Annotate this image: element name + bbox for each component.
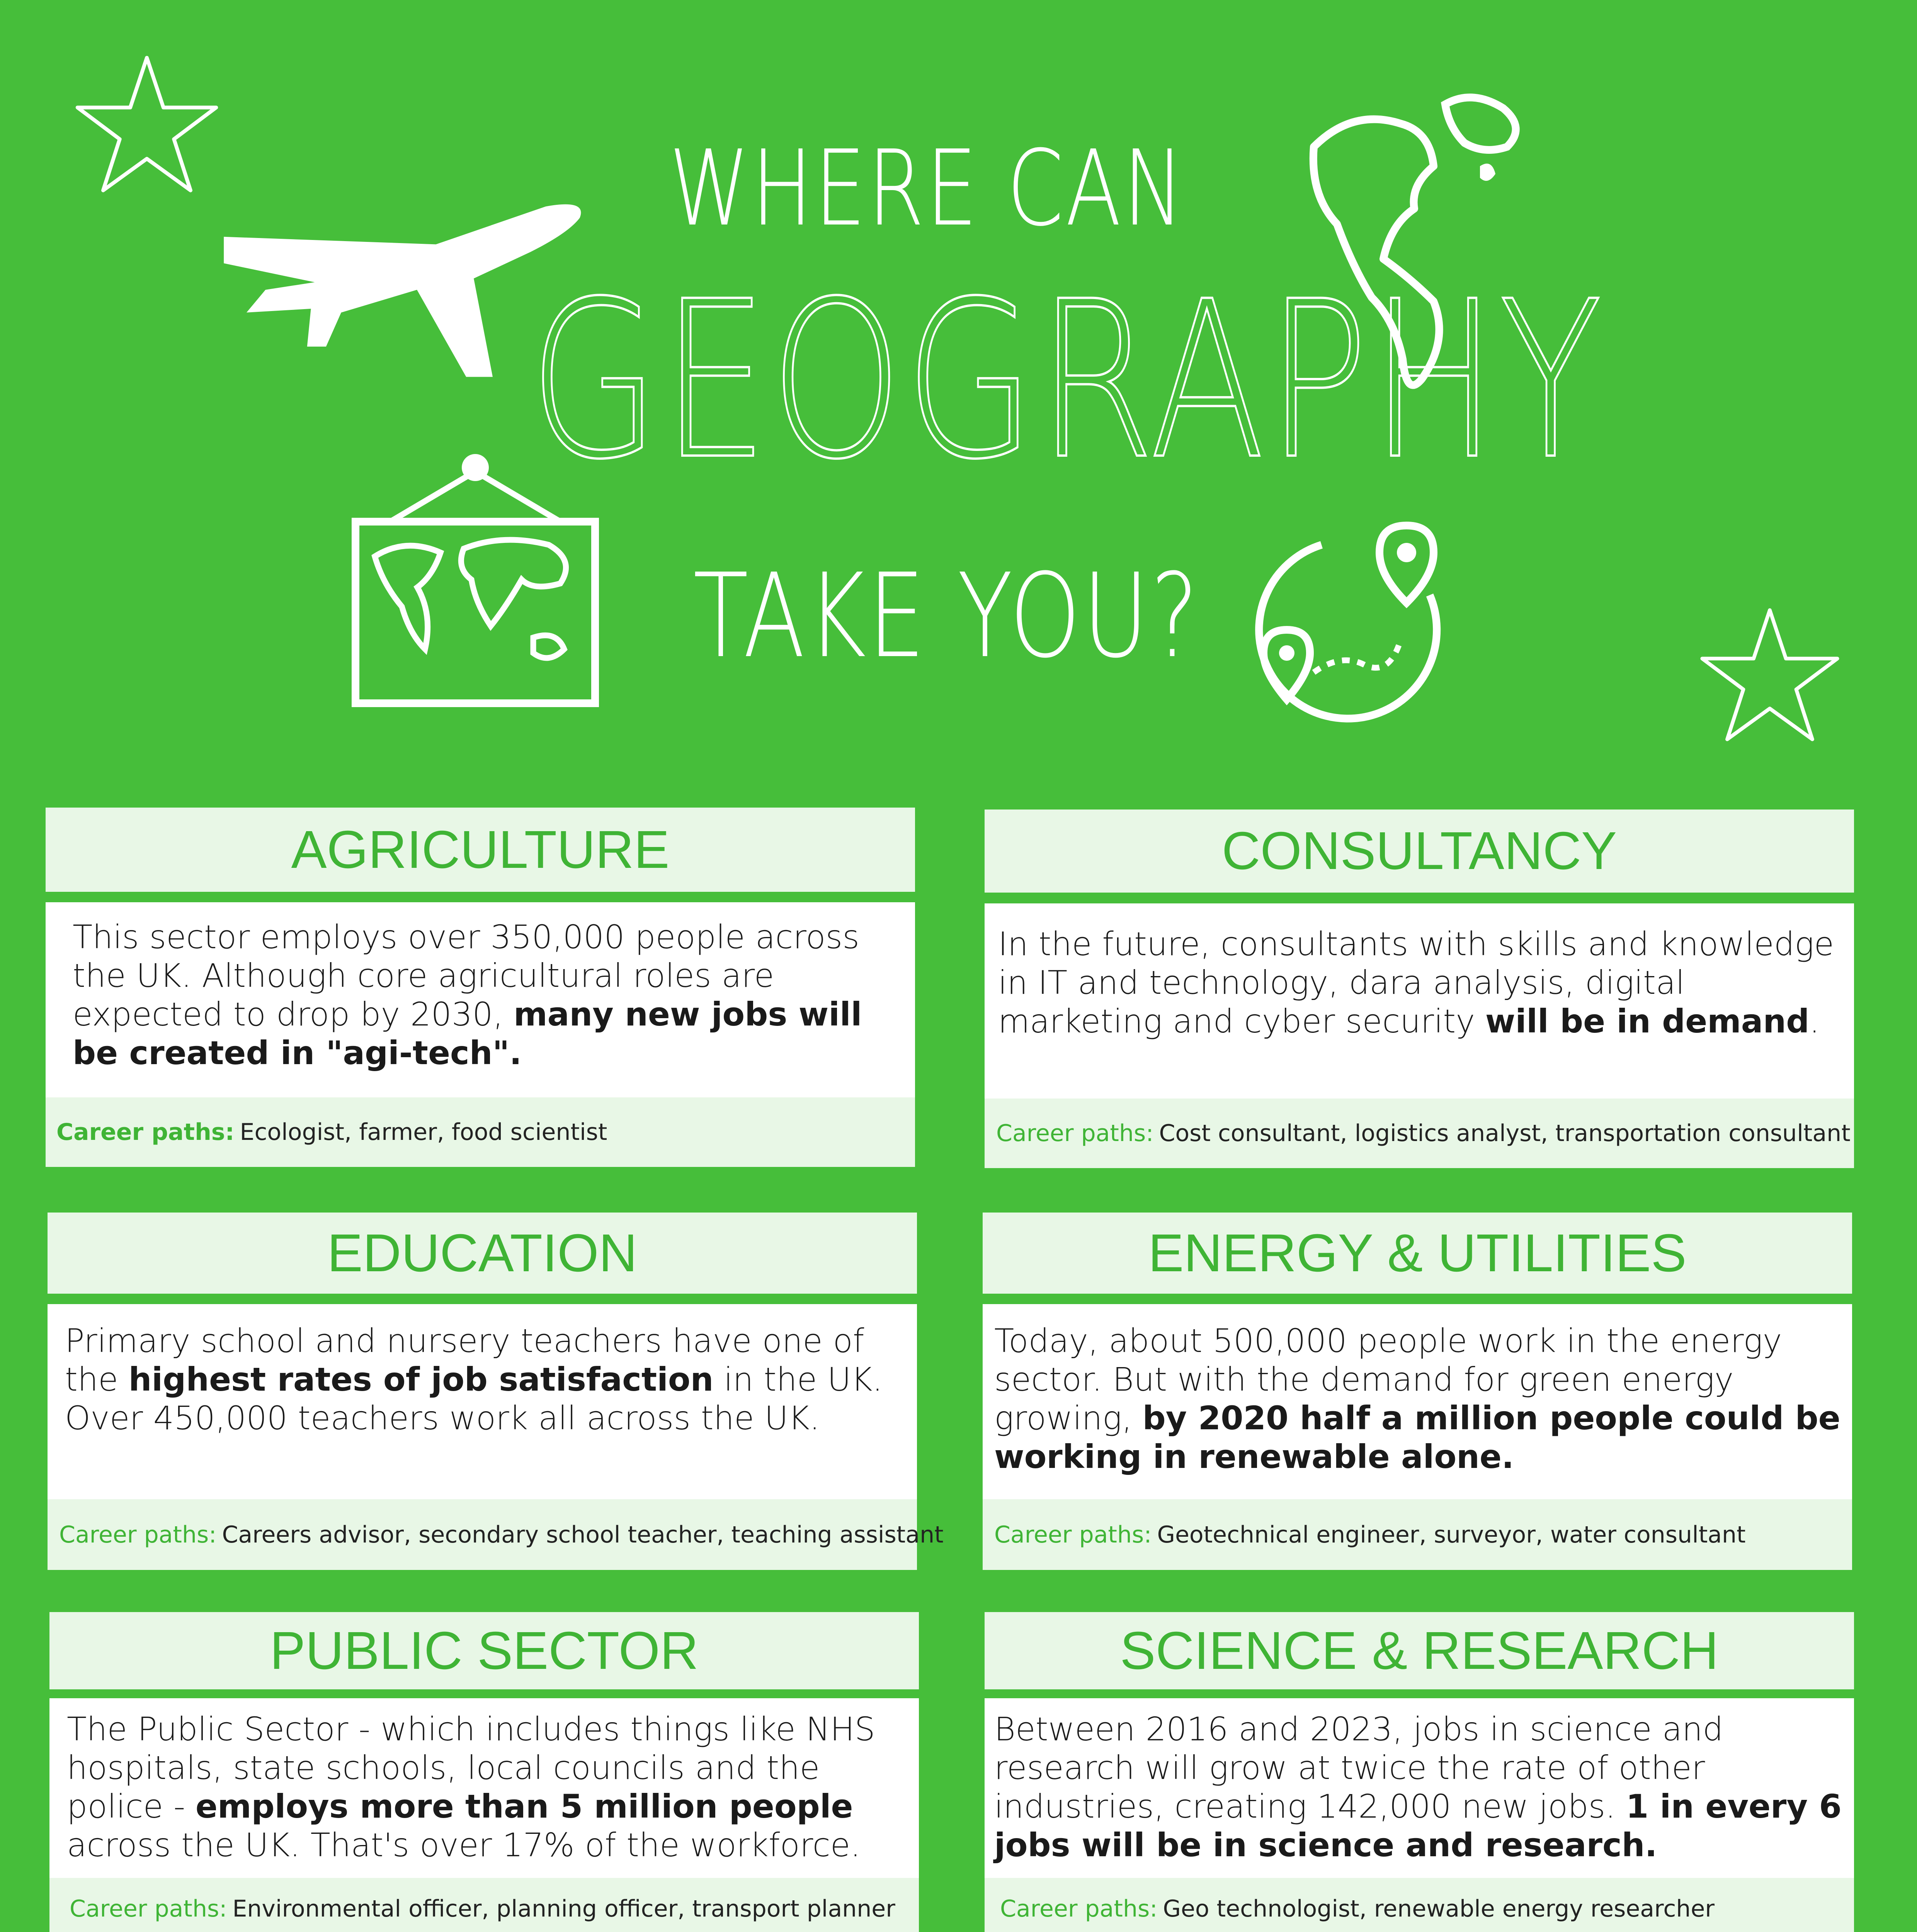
map-frame-icon xyxy=(348,448,603,711)
career-paths-energy xyxy=(983,1499,1852,1570)
career-paths-value: Careers advisor, secondary school teacher, teaching assistant xyxy=(222,1521,944,1548)
globe-pin-icon xyxy=(1244,518,1461,726)
public-text-bold: employs more than 5 million people xyxy=(195,1787,853,1825)
section-body-education xyxy=(48,1304,917,1499)
career-paths-label: Career paths: xyxy=(996,1120,1154,1147)
education-text: Primary school and nursery teachers have one of the xyxy=(65,1322,864,1398)
career-paths-label: Career paths: xyxy=(1000,1895,1158,1922)
agriculture-text: This sector employs over 350,000 people across the UK. Although core agricultural roles are expected to drop by 2030, xyxy=(73,918,860,1033)
section-body-energy xyxy=(983,1304,1852,1499)
section-heading-consultancy: CONSULTANCY xyxy=(985,810,1854,893)
career-paths-value: Cost consultant, logistics analyst, transportation consultant xyxy=(1159,1120,1851,1147)
education-text-end: in the UK. Over 450,000 teachers work all across the UK. xyxy=(65,1361,883,1437)
career-paths-label: Career paths: xyxy=(56,1119,235,1146)
career-paths-agriculture xyxy=(46,1097,915,1167)
section-body-science xyxy=(985,1698,1854,1878)
education-text-bold: highest rates of job satisfaction xyxy=(128,1361,714,1398)
star-icon xyxy=(70,50,224,201)
section-body-public xyxy=(49,1698,919,1878)
section-heading-energy: ENERGY & UTILITIES xyxy=(983,1213,1852,1294)
career-paths-value: Ecologist, farmer, food scientist xyxy=(240,1119,607,1146)
airplane-icon xyxy=(209,193,587,386)
career-paths-value: Environmental officer, planning officer, transport planner xyxy=(232,1895,895,1922)
section-heading-education: EDUCATION xyxy=(48,1213,917,1294)
section-body-consultancy xyxy=(985,903,1854,1099)
science-text-bold: 1 in every 6 jobs will be in science and research. xyxy=(994,1787,1842,1864)
consultancy-text-end: . xyxy=(1809,1002,1820,1040)
consultancy-text-bold: will be in demand xyxy=(1485,1002,1810,1040)
title-main: GEOGRAPHY xyxy=(529,255,1604,507)
public-text-end: across the UK. That's over 17% of the workforce. xyxy=(67,1826,861,1864)
consultancy-text: In the future, consultants with skills and knowledge in IT and technology, dara analysis, digital marketing and cyber security xyxy=(998,925,1834,1040)
career-paths-public xyxy=(49,1878,919,1932)
section-body-agriculture xyxy=(46,902,915,1097)
title-line-1: WHERE CAN xyxy=(669,128,1186,249)
career-paths-label: Career paths: xyxy=(994,1521,1152,1548)
career-paths-value: Geotechnical engineer, surveyor, water consultant xyxy=(1157,1521,1746,1548)
star-icon xyxy=(1696,603,1843,750)
career-paths-consultancy xyxy=(985,1099,1854,1168)
science-text: Between 2016 and 2023, jobs in science and research will grow at twice the rate of other industries, creating 142,000 new jobs. xyxy=(994,1710,1723,1825)
career-paths-education xyxy=(48,1499,944,1570)
title-line-3: TAKE YOU? xyxy=(693,549,1201,684)
career-paths-value: Geo technologist, renewable energy researcher xyxy=(1163,1895,1715,1922)
career-paths-label: Career paths: xyxy=(70,1895,227,1922)
public-text: The Public Sector - which includes things like NHS hospitals, state schools, local councils and the police - xyxy=(67,1710,875,1825)
world-map-icon xyxy=(1294,89,1565,417)
career-paths-science xyxy=(985,1878,1854,1932)
section-heading-agriculture: AGRICULTURE xyxy=(46,808,915,892)
agriculture-text-bold: many new jobs will be created in "agi-tech". xyxy=(73,995,862,1072)
section-heading-public: PUBLIC SECTOR xyxy=(49,1612,919,1689)
career-paths-label: Career paths: xyxy=(59,1521,217,1548)
energy-text: Today, about 500,000 people work in the energy sector. But with the demand for green energy growing, xyxy=(994,1322,1782,1437)
section-heading-science: SCIENCE & RESEARCH xyxy=(985,1612,1854,1689)
energy-text-bold: by 2020 half a million people could be working in renewable alone. xyxy=(994,1399,1840,1476)
